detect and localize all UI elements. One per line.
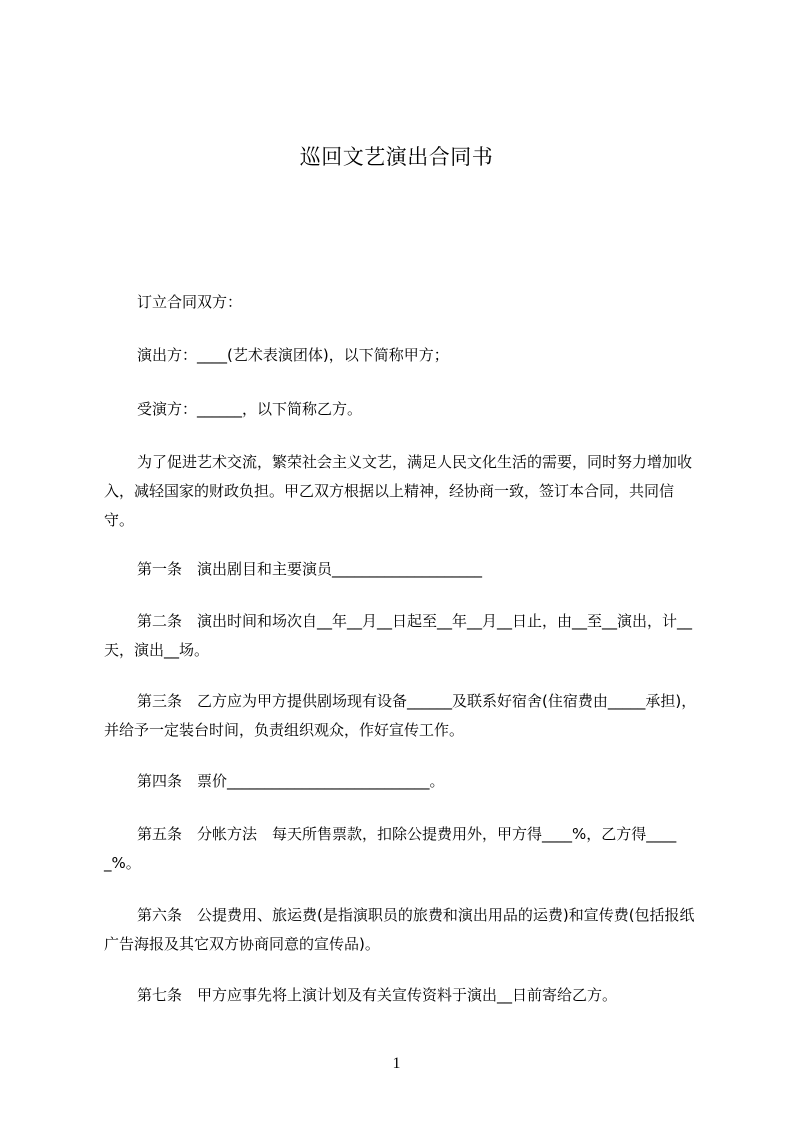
page-number: 1	[392, 1055, 401, 1072]
paragraph-preamble: 为了促进艺术交流，繁荣社会主义文艺，满足人民文化生活的需要，同时努力增加收入，减轻国家的财政负担。甲乙双方根据以上精神，经协商一致，签订本合同，共同信守。	[104, 453, 693, 529]
paragraph-article-4: 第四条 票价___________________________。	[137, 772, 445, 790]
paragraph-article-1: 第一条 演出剧目和主要演员____________________	[137, 560, 483, 578]
paragraph-article-5: 第五条 分帐方法 每天所售票款，扣除公提费用外，甲方得____%，乙方得_____%。	[104, 825, 677, 872]
paragraph-party-a: 演出方：____(艺术表演团体)，以下简称甲方；	[137, 346, 449, 364]
paragraph-article-7: 第七条 甲方应事先将上演计划及有关宣传资料于演出__日前寄给乙方。	[137, 986, 618, 1004]
paragraph-article-6: 第六条 公提费用、旅运费(是指演职员的旅费和演出用品的运费)和宣传费(包括报纸广告海报及其它双方协商同意的宣传品)。	[104, 906, 695, 953]
paragraph-parties-heading: 订立合同双方：	[137, 293, 243, 311]
document-title: 巡回文艺演出合同书	[299, 145, 494, 169]
paragraph-party-b: 受演方：______，以下简称乙方。	[137, 400, 363, 418]
paragraph-article-3: 第三条 乙方应为甲方提供剧场现有设备______及联系好宿舍(住宿费由_____承担)，并给予一定装台时间，负责组织观众，作好宣传工作。	[104, 692, 697, 739]
paragraph-article-2: 第二条 演出时间和场次自__年__月__日起至__年__月__日止，由__至__演出，计__天，演出__场。	[104, 612, 693, 659]
